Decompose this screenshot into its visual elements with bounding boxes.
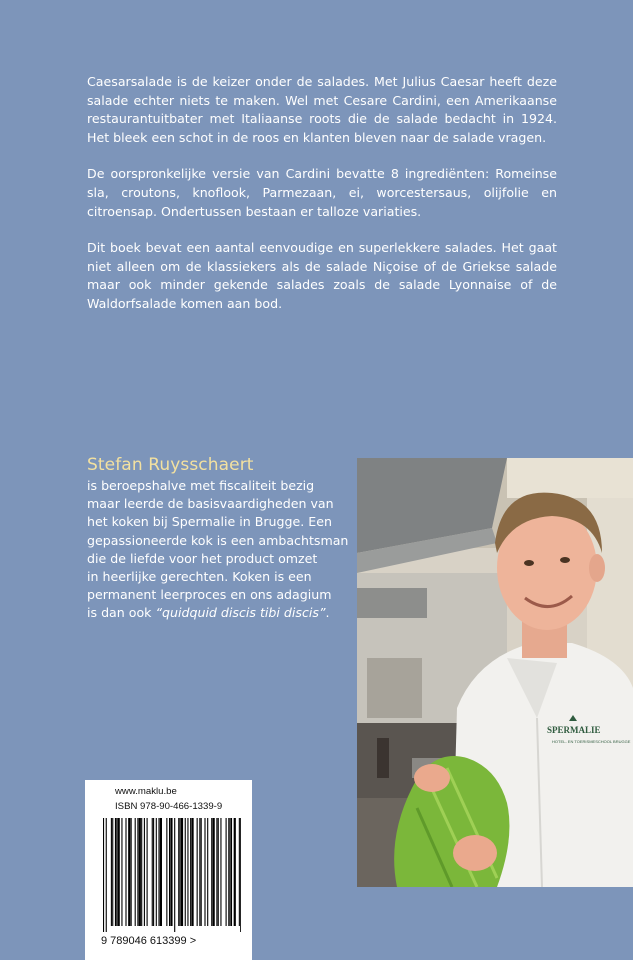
chef-photo-illustration bbox=[357, 458, 633, 887]
barcode-bar bbox=[128, 818, 130, 926]
barcode-bar bbox=[135, 818, 136, 926]
barcode-bar bbox=[197, 818, 198, 926]
barcode-bar bbox=[116, 818, 117, 926]
barcode-bar bbox=[115, 818, 116, 926]
barcode-bar bbox=[137, 818, 138, 926]
bio-line: gepassioneerde kok is een ambachtsman bbox=[87, 532, 349, 548]
barcode-bar bbox=[239, 818, 240, 926]
barcode-bar bbox=[199, 818, 200, 926]
author-name: Stefan Ruysschaert bbox=[87, 455, 254, 475]
barcode-bar bbox=[147, 818, 148, 926]
barcode-bar bbox=[144, 818, 145, 926]
barcode-bar bbox=[213, 818, 215, 926]
barcode-box bbox=[85, 780, 252, 960]
isbn-label: ISBN 978-90-466-1339-9 bbox=[115, 801, 223, 812]
author-bio bbox=[87, 477, 349, 623]
barcode-bar bbox=[170, 818, 172, 926]
barcode-bar bbox=[231, 818, 232, 926]
bio-line: die de liefde voor het product omzet bbox=[87, 550, 318, 566]
intro-paragraph-3: Dit boek bevat een aantal eenvoudige en superlekkere salades. Het gaat niet alleen om de klassiekers als de salade Niçoise of de Griekse salade maar ook minder gekende salades zoals de salade Lyonnaise of de Waldorfsalade komen aan bod. bbox=[87, 240, 557, 311]
publisher-url: www.maklu.be bbox=[115, 786, 177, 797]
barcode-bar bbox=[190, 818, 191, 926]
bio-line-last bbox=[87, 604, 349, 622]
bio-line: het koken bij Spermalie in Brugge. Een bbox=[87, 514, 332, 530]
barcode-bar bbox=[180, 818, 181, 926]
bio-line: permanent leerproces en ons adagium bbox=[87, 587, 332, 603]
barcode-bar bbox=[191, 818, 193, 926]
barcode-bar bbox=[204, 818, 205, 926]
barcode-bar bbox=[181, 818, 183, 926]
barcode-bar bbox=[216, 818, 217, 926]
bio-last-suffix: . bbox=[325, 605, 330, 621]
jacket-logo-sub: HOTEL- EN TOERISMESCHOOL BRUGGE bbox=[552, 739, 631, 744]
barcode-bar bbox=[178, 818, 179, 926]
barcode-bar bbox=[111, 818, 112, 926]
barcode-bar bbox=[125, 818, 126, 926]
barcode-bar bbox=[220, 818, 221, 926]
intro-paragraph-2: De oorspronkelijke versie van Cardini bevatte 8 ingrediënten: Romeinse sla, croutons, knoflook, Parmezaan, ei, worcestersaus, olijfolie en citroensap. Ondertussen bestaan er talloze variaties. bbox=[87, 166, 557, 219]
barcode-digits: 9 789046 613399 > bbox=[101, 935, 197, 946]
barcode-bar bbox=[201, 818, 202, 926]
barcode-bar bbox=[234, 818, 236, 926]
barcode-bar bbox=[131, 818, 132, 926]
intro-paragraph-1: Caesarsalade is de keizer onder de salades. Met Julius Caesar heeft deze salade echter niets te maken. Wel met Cesare Cardini, een Amerikaanse restaurantuitbater met Italiaanse roots die de salade bedacht in 1924. Het bleek een schot in de roos en klanten bleven naar de salade vragen. bbox=[87, 74, 557, 145]
barcode-bar bbox=[185, 818, 186, 926]
barcode-bar bbox=[118, 818, 120, 926]
bio-line: in heerlijke gerechten. Koken is een bbox=[87, 569, 312, 585]
barcode-bar bbox=[211, 818, 212, 926]
barcode-bar bbox=[169, 818, 170, 926]
barcode-bar bbox=[240, 818, 241, 932]
barcode-bar bbox=[121, 818, 122, 926]
bio-line: maar leerde de basisvaardigheden van bbox=[87, 496, 334, 512]
barcode bbox=[101, 818, 241, 946]
bio-last-prefix: is dan ook bbox=[87, 605, 156, 621]
jacket-logo: SPERMALIE bbox=[547, 725, 601, 735]
bio-line: is beroepshalve met fiscaliteit bezig bbox=[87, 478, 315, 493]
barcode-bar bbox=[139, 818, 141, 926]
motto: “quidquid discis tibi discis” bbox=[155, 605, 326, 621]
barcode-bar bbox=[156, 818, 157, 926]
chef-photo bbox=[357, 458, 633, 887]
barcode-bar bbox=[141, 818, 142, 926]
barcode-bar bbox=[166, 818, 167, 926]
barcode-bar bbox=[106, 818, 107, 932]
barcode-bar bbox=[112, 818, 113, 926]
barcode-bar bbox=[160, 818, 162, 926]
intro-text bbox=[87, 73, 557, 332]
barcode-bar bbox=[218, 818, 219, 926]
barcode-bar bbox=[228, 818, 229, 926]
barcode-bar bbox=[207, 818, 208, 926]
barcode-bar bbox=[230, 818, 231, 926]
barcode-bar bbox=[174, 818, 175, 932]
barcode-bar bbox=[153, 818, 154, 926]
barcode-bar bbox=[152, 818, 153, 926]
barcode-bar bbox=[158, 818, 159, 926]
barcode-bar bbox=[103, 818, 104, 932]
barcode-bar bbox=[187, 818, 188, 926]
barcode-bar bbox=[226, 818, 227, 926]
